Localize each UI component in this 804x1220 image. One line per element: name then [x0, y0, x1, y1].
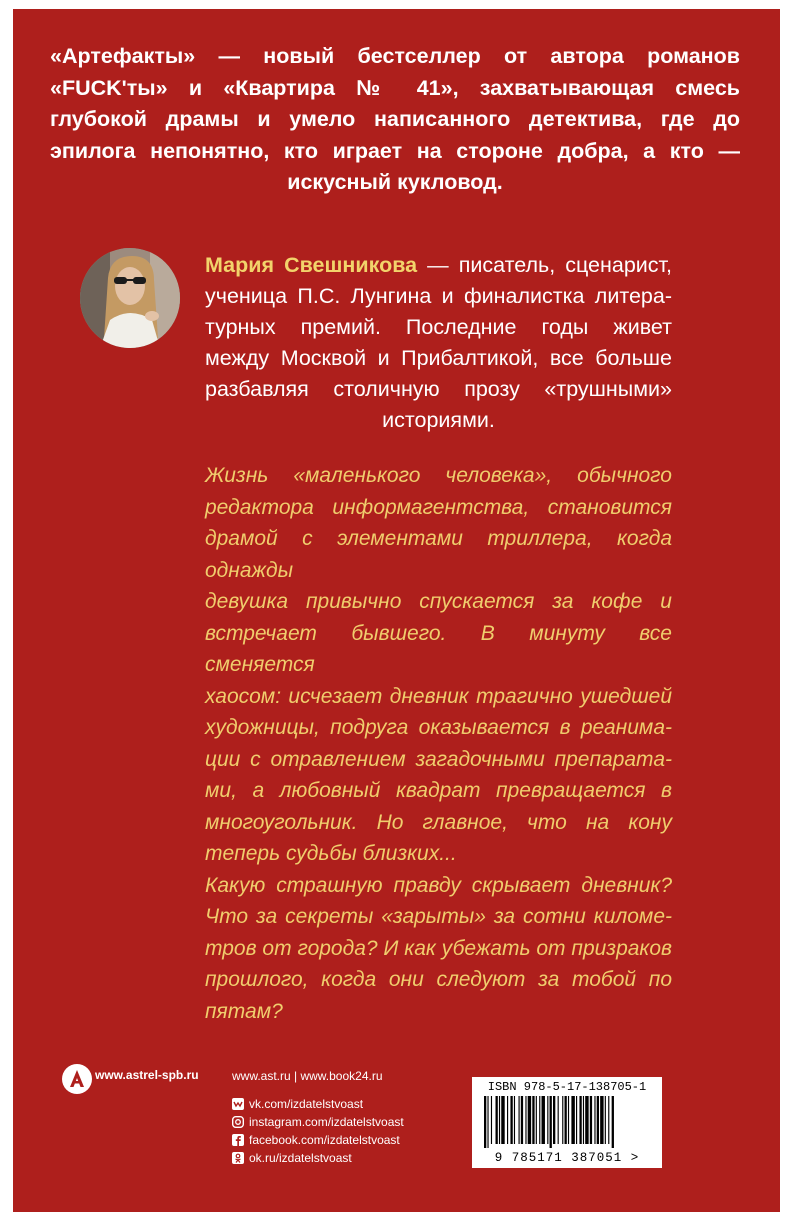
annotation-line: многоугольник. Но главное, что на кону	[205, 810, 672, 834]
barcode-bar	[510, 1096, 512, 1144]
social-link-instagram[interactable]	[232, 1113, 404, 1131]
annotation-line: теперь судьбы близких...	[205, 842, 457, 865]
barcode-bar	[539, 1096, 540, 1144]
annotation-line: встречает бывшего. В минуту все сменяется	[205, 621, 672, 676]
barcode-bar	[608, 1096, 609, 1144]
publisher-site[interactable]: www.astrel-spb.ru	[95, 1068, 199, 1082]
annotation-line: ми, а любовный квадрат превращается в	[205, 779, 672, 802]
annotation-line: пятам?	[205, 999, 283, 1023]
annotation	[205, 460, 672, 1027]
barcode-bar	[585, 1096, 588, 1144]
social-link-text: instagram.com/izdatelstvoast	[249, 1115, 404, 1129]
social-link-text: vk.com/izdatelstvoast	[249, 1097, 364, 1111]
barcode-bar	[521, 1096, 523, 1144]
annotation-line: Жизнь «маленького человека», обычного	[205, 464, 672, 487]
intro-line: глубокой драмы и умело написанного детектива, где до	[50, 107, 740, 131]
annotation-line: тров от города? И как убежать от призраков	[205, 936, 672, 960]
barcode-bar	[565, 1096, 567, 1144]
intro-line: искусный кукловод.	[287, 170, 503, 194]
barcode-bar	[519, 1096, 520, 1144]
annotation-line: редактора информагентства, становится	[205, 495, 672, 519]
barcode-bar	[484, 1096, 486, 1148]
barcode-bar	[487, 1096, 488, 1148]
barcode-bar	[553, 1096, 555, 1144]
annotation-line: художницы, подруга оказывается в реанима-	[205, 716, 672, 739]
barcode-bar	[568, 1096, 569, 1144]
isbn-label: ISBN 978-5-17-138705-1	[487, 1080, 647, 1094]
social-link-text: facebook.com/izdatelstvoast	[249, 1133, 400, 1147]
publisher-websites[interactable]: www.ast.ru | www.book24.ru	[232, 1069, 383, 1083]
barcode-bar	[536, 1096, 537, 1144]
barcode-bar	[525, 1096, 526, 1144]
author-bio-text: — писатель, сценарист,	[417, 253, 672, 277]
author-bio	[205, 250, 672, 436]
annotation-line: драмой с элементами триллера, когда однажды	[205, 527, 672, 582]
barcode-bar	[558, 1096, 559, 1144]
intro-paragraph	[50, 41, 740, 199]
barcode-bar	[590, 1096, 592, 1144]
vk-icon	[232, 1098, 244, 1110]
barcode-bar	[605, 1096, 606, 1144]
social-links	[232, 1095, 404, 1167]
barcode-bar	[507, 1096, 508, 1144]
facebook-icon	[232, 1134, 244, 1146]
barcode-bar	[612, 1096, 614, 1148]
astrel-logo-icon	[61, 1063, 93, 1095]
barcode-bar	[576, 1096, 577, 1144]
author-bio-line: ученица П.С. Лунгина и финалистка литера-	[205, 284, 672, 308]
author-bio-line	[205, 250, 672, 281]
author-bio-line: разбавляя столичную прозу «трушными»	[205, 377, 672, 401]
isbn-barcode	[472, 1077, 662, 1168]
barcode-bar	[579, 1096, 581, 1144]
annotation-line: ции с отравлением загадочными препарата-	[205, 747, 672, 771]
barcode-number: 9 785171 387051 >	[494, 1151, 640, 1165]
barcode-bar	[562, 1096, 563, 1144]
barcode-bar	[514, 1096, 515, 1144]
author-photo	[80, 248, 180, 348]
barcode-bars	[484, 1096, 650, 1148]
author-bio-line: историями.	[382, 408, 495, 432]
barcode-bar	[583, 1096, 584, 1144]
barcode-bar	[496, 1096, 498, 1144]
barcode-bar	[571, 1096, 574, 1144]
intro-line: «FUCK'ты» и «Квартира № 41», захватывающая смесь	[50, 75, 740, 100]
intro-line: «Артефакты» — новый бестселлер от автора романов	[50, 44, 740, 68]
author-name: Мария Свешникова	[205, 253, 418, 277]
barcode-bar	[532, 1096, 534, 1144]
annotation-line: хаосом: исчезает дневник трагично ушедшей	[205, 684, 672, 708]
annotation-line: Что за секреты «зарыты» за сотни киломе-	[205, 905, 672, 928]
intro-line: эпилога непонятно, кто играет на стороне добра, а кто —	[50, 138, 740, 163]
barcode-bar	[550, 1096, 552, 1148]
barcode-bar	[594, 1096, 595, 1144]
social-link-ok[interactable]	[232, 1149, 404, 1167]
barcode-bar	[600, 1096, 603, 1144]
instagram-icon	[232, 1116, 244, 1128]
social-link-text: ok.ru/izdatelstvoast	[249, 1151, 352, 1165]
barcode-bar	[501, 1096, 504, 1144]
barcode-bar	[547, 1096, 548, 1144]
ok-icon	[232, 1152, 244, 1164]
annotation-line: Какую страшную правду скрывает дневник?	[205, 873, 672, 897]
author-bio-line: между Москвой и Прибалтикой, все больше	[205, 346, 672, 370]
barcode-bar	[491, 1096, 492, 1144]
social-link-facebook[interactable]	[232, 1131, 404, 1149]
barcode-bar	[542, 1096, 545, 1144]
barcode-bar	[597, 1096, 599, 1144]
barcode-bar	[528, 1096, 531, 1144]
author-bio-line: турных премий. Последние годы живет	[205, 315, 672, 339]
annotation-line: девушка привычно спускается за кофе и	[205, 590, 672, 613]
annotation-line: прошлого, когда они следуют за тобой по	[205, 968, 672, 991]
social-link-vk[interactable]	[232, 1095, 404, 1113]
barcode-bar	[499, 1096, 500, 1144]
